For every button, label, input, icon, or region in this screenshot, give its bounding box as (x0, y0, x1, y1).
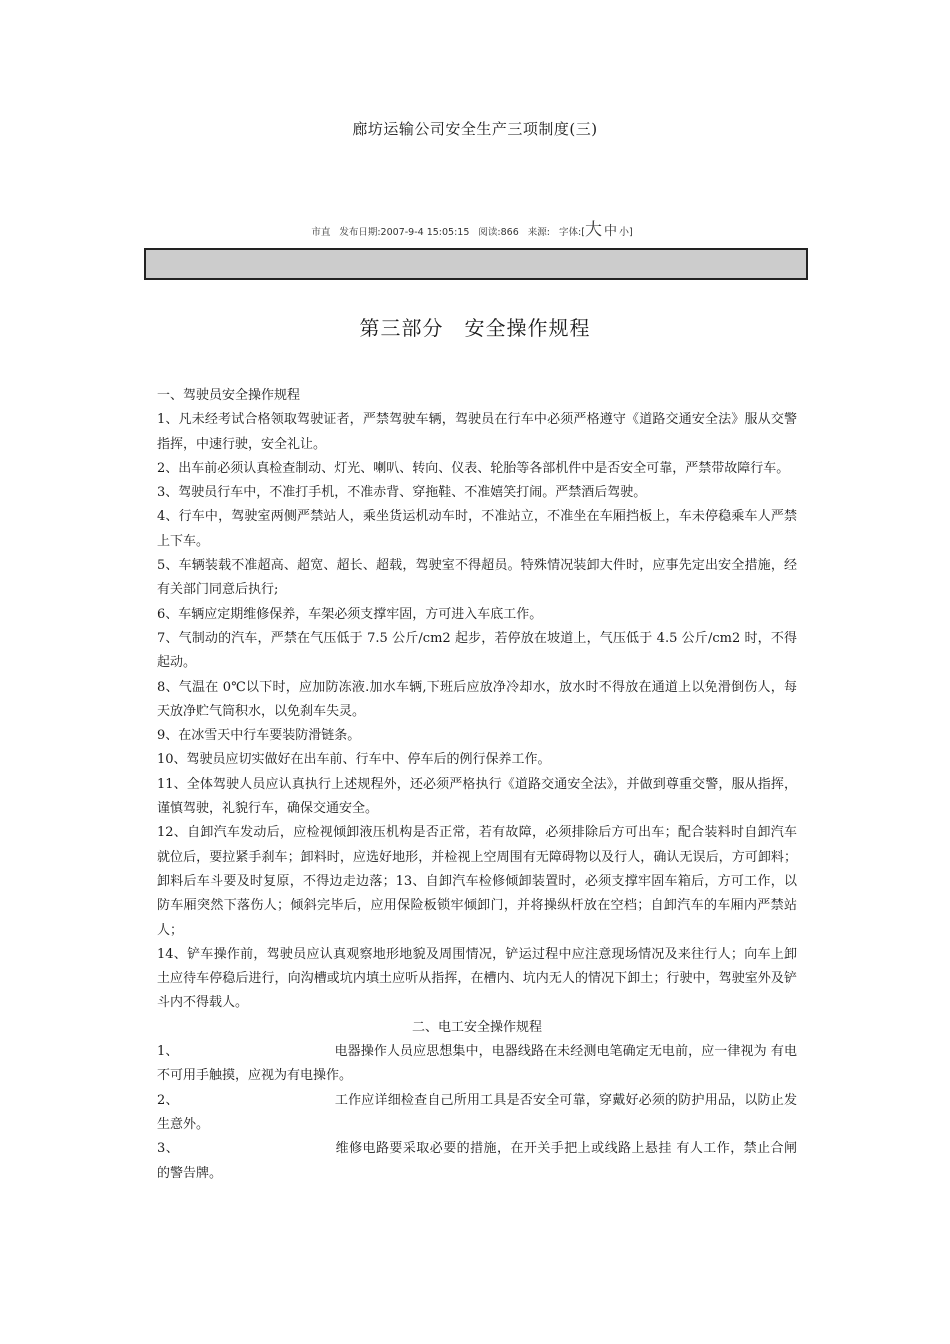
paragraph: 6、车辆应定期维修保养，车架必须支撑牢固，方可进入车底工作。 (157, 606, 543, 622)
paragraph: 14、铲车操作前，驾驶员应认真观察地形地貌及周围情况，铲运过程中应注意现场情况及来往行人；向车上卸土应待车停稳后进行，向沟槽或坑内填土应听从指挥，在槽内、坑内无人的情况下卸土；行驶中，驾驶室外及铲斗内不得载人。 (157, 946, 797, 1011)
item-text: 电器操作人员应思想集中，电器线路在未经测电笔确定无电前，应一律视为 有电 不可用手触摸，应视为有电操作。 (157, 1044, 797, 1084)
font-size-label: 字体:[ (559, 227, 585, 238)
read-count: 阅读:866 (478, 227, 519, 238)
font-medium-link[interactable]: 中 (603, 224, 617, 239)
paragraph: 4、行车中，驾驶室两侧严禁站人，乘坐货运机动车时，不准站立，不准坐在车厢挡板上，车未停稳乘车人严禁上下车。 (157, 509, 797, 549)
font-large-link[interactable]: 大 (584, 220, 602, 240)
paragraph: 2、出车前必须认真检查制动、灯光、喇叭、转向、仪表、轮胎等各部机件中是否安全可靠，严禁带故障行车。 (157, 460, 790, 476)
paragraph: 9、在冰雪天中行车要装防滑链条。 (157, 728, 361, 744)
part1-heading: 一、驾驶员安全操作规程 (157, 388, 301, 403)
paragraph (157, 1089, 797, 1138)
item-number: 1、 (157, 1044, 179, 1060)
paragraph: 8、气温在 0℃以下时，应加防冻液.加水车辆,下班后应放净冷却水，放水时不得放在通道上以免滑倒伤人，每天放净贮气筒积水，以免刹车失灵。 (157, 679, 797, 719)
document-title: 廊坊运输公司安全生产三项制度(三) (352, 120, 598, 138)
origin-label: 来源: (527, 227, 550, 238)
item-text: 工作应详细检查自己所用工具是否安全可靠，穿戴好必须的防护用品，以防止发生意外。 (157, 1092, 797, 1132)
paragraph: 12、自卸汽车发动后，应检视倾卸液压机构是否正常，若有故障，必须排除后方可出车；配合装料时自卸汽车就位后，要拉紧手刹车；卸料时，应选好地形，并检视上空周围有无障碍物以及行人，确认无误后，方可卸料；卸料后车斗要及时复原，不得边走边落；13、自卸汽车检修倾卸装置时，必须支撑牢固车箱后，方可工作，以防车厢突然下落伤人；倾斜完毕后，应用保险板锁牢倾卸门，并将操纵杆放在空档；自卸汽车的车厢内严禁站人； (157, 825, 797, 938)
source-dept: 市直 (311, 227, 331, 238)
font-size-close: ] (628, 227, 633, 238)
item-text: 维修电路要采取必要的措施，在开关手把上或线路上悬挂 有人工作，禁止合闸 的警告牌。 (157, 1141, 797, 1181)
document-body (157, 384, 797, 1186)
paragraph: 10、驾驶员应切实做好在出车前、行车中、停车后的例行保养工作。 (157, 752, 551, 768)
paragraph (157, 1137, 797, 1186)
item-number: 3、 (157, 1141, 180, 1157)
paragraph: 3、驾驶员行车中，不准打手机，不准赤背、穿拖鞋、不准嬉笑打闹。严禁酒后驾驶。 (157, 485, 647, 501)
paragraph: 11、全体驾驶人员应认真执行上述规程外，还必须严格执行《道路交通安全法》，并做到尊重交警，服从指挥，谨慎驾驶，礼貌行车，确保交通安全。 (157, 776, 797, 817)
item-number: 2、 (157, 1092, 179, 1108)
paragraph: 7、气制动的汽车，严禁在气压低于 7.5 公斤/cm2 起步，若停放在坡道上，气压低于 4.5 公斤/cm2 时，不得起动。 (157, 630, 797, 671)
paragraph: 5、车辆装载不准超高、超宽、超长、超载，驾驶室不得超员。特殊情况装卸大件时，应事先定出安全措施，经有关部门同意后执行; (157, 558, 797, 598)
paragraph: 1、凡未经考试合格领取驾驶证者，严禁驾驶车辆，驾驶员在行车中必须严格遵守《道路交通安全法》服从交警指挥，中速行驶，安全礼让。 (157, 412, 797, 452)
gray-banner-bar (144, 248, 808, 280)
publish-date: 发布日期:2007-9-4 15:05:15 (339, 227, 470, 238)
paragraph (157, 1040, 797, 1089)
article-meta (0, 220, 950, 243)
font-small-link[interactable]: 小 (618, 227, 629, 238)
part2-heading: 二、电工安全操作规程 (411, 1019, 542, 1035)
section-heading: 第三部分 安全操作规程 (359, 316, 591, 340)
